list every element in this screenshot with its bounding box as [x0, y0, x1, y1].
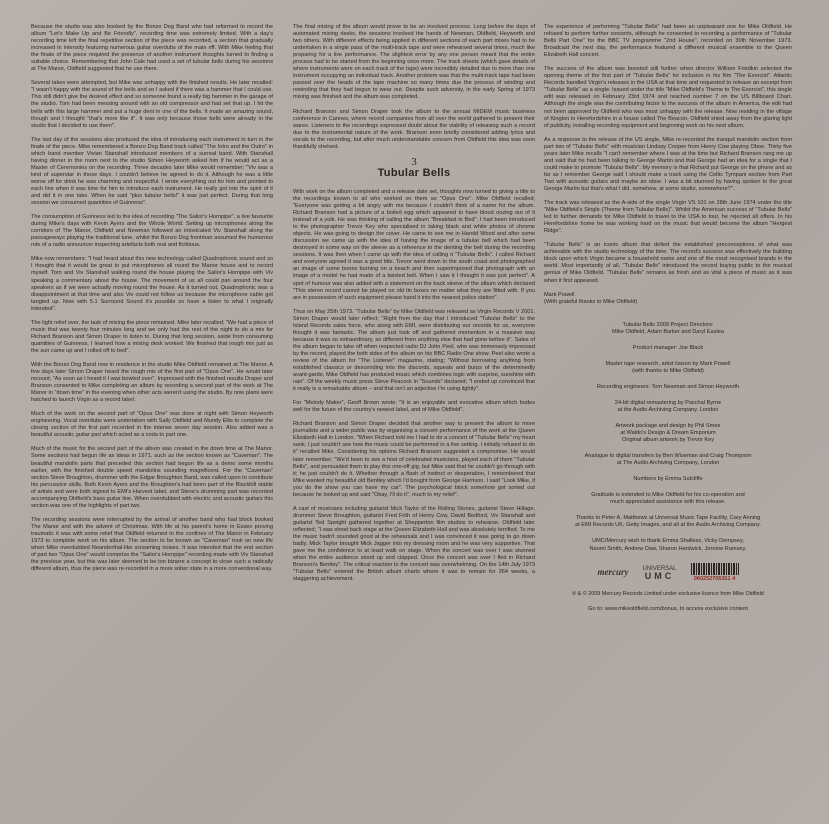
credit-line: 24-bit digital remastering by Paschal Byrne — [614, 399, 722, 406]
credit-entry — [544, 345, 792, 352]
chapter-title: Tubular Bells — [377, 166, 451, 179]
paragraph: Richard Branson and Simon Draper took the album to the annual MIDEM music business conference in Cannes, where record companies from all over the world gathered to present their wares. Listeners to the recordings expressed doubt about the viability of releasing such a record due to the instrumental nature of the work. Branson even briefly considered adding lyrics and vocals to the recording, but after much understandable concern from Oldfield this idea was soon thankfully shelved. — [293, 108, 535, 150]
credit-line: Original album artwork by Trevor Key — [621, 437, 715, 444]
credit-entry — [544, 538, 792, 552]
credit-line: at the Audio Archiving Company, London — [617, 406, 719, 413]
author-signature — [544, 292, 792, 306]
column-left — [31, 24, 273, 814]
paragraph: "Tubular Bells" is an iconic album that defied the established preconceptions of what was achievable with the studio technology of the time. The record's success was effectively the building block upon which Virgin became a household name and one of the most recognised brands in the world. Most importantly of all, "Tubular Bells" introduced the record buying public to the musical genius of Mike Oldfield. "Tubular Bells" remains as fresh and as vital a piece of music as it was when it first appeared. — [544, 242, 792, 284]
author-thanks: (With grateful thanks to Mike Oldfield) — [544, 298, 638, 305]
credit-line: Analogue to digital transfers by Ben Wiseman and Craig Thompson — [584, 453, 752, 460]
column-middle-paragraphs — [293, 189, 535, 583]
credit-line: Gratitude is extended to Mike Oldfield for his co-operation and — [591, 492, 745, 499]
rights-notice: ℗ & © 2009 Mercury Records Limited under exclusive licence from Mike Oldfield — [572, 590, 764, 597]
umc-text: UMC — [644, 570, 675, 581]
paragraph: The recording sessions were interrupted by the arrival of another band who had block booked The Manor and with the advent of Christmas. With life at his parent's home in Essex proving traumatic it was with some relief that Oldfield returned to the confines of The Manor in February 1973 to complete work on his album. The section to be known as "Caveman" took on new life when Mike overdubbed Neanderthal-like screaming noises. It was intended that the end section of part two "Opus One" would comprise the "Sailor's Hornpipe" recording made with Viv Stanshall the previous year, but this was later deemed to be too bizarre a concept to close such a radically different album, thus the piece was re-recorded in a more sober state in a more conventional way. — [31, 516, 273, 573]
paragraph: With work on the album completed and a release date set, thoughts now turned to giving a title to the recordings known to all who worked on them as "Opus One". Mike Oldfield recalled; "Everyone was getting a bit angry with me because I couldn't think of a name for the album. Richard Branson had a picture of a boiled egg which appeared to have blood oozing out of it instead of a yolk. He was thinking of calling the album "Breakfast in Bed". I had been introduced to the photographer Trevor Key who specialised in taking black and white photos of chrome objects. He was going to design the cover. He came to see me in Harold Wood and after some discussion we came up with the idea of having the image of a tubular bell which had been destroyed in some way on the sleeve as a reference to the denting the bell during the recording sessions. It was then when I came up with the idea of calling it "Tubular Bells". I called Richard and everyone agreed it was a good title. Trevor went down to the south coast and photographed an image of some bones burning on a beach and then superimposed that photograph with an image of a model he had made of a twisted bell. When I saw it I thought it was just perfect". A spot of humour was also added with a statement on the back sleeve of the album which declared "This stereo record cannot be played on old tin boxes no matter what they are fitted with. If you are in possession of such equipment please hand it into the nearest police station". — [293, 188, 535, 301]
paragraph: Richard Branson and Simon Draper decided that another way to present the album to more journalists and a wider public was by organising a concert performance of the work at the Queen Elizabeth Hall in London. "When Richard told me I had to do a concert of "Tubular Bells" my heart sank. I just couldn't see how the music could be performed in a live setting. I initially refused to do it" recalled Mike. Considering his options Richard Branson suggested a compromise. He would later remember; "We'd been to see a host of celebrated musicians, played each of them "Tubular Bells", and persuaded them to play this one-off gig, but Mike said that he couldn't go through with it; he just couldn't do it. Whether through a flash of instinct or desperation, I remembered that Mike wanted my beautiful old Bentley which I'd bought from George Harrison. I said "Look Mike, if you do the show you can have my car". The psychological block somehow got sorted out because he looked up and said "Okay, I'll do it", much to my relief". — [293, 421, 535, 498]
website-link[interactable]: Go to: www.mikeoldfield.com/bonus, to access exclusive content — [588, 605, 748, 612]
paragraph: Much of the music for the second part of the album was created in the down time at The Manor. Some sections had begun life as ideas in 1971, such as the section known as "Caveman". The beautiful mandolin parts that preceded this section had begun life as a demo some months earlier, with the finished double speed mandolins sounding magnificent. For the "Caveman" section Steve Broughton, drummer with the Edgar Broughton Band, was called upon to contribute his percussive skills. Both Kevin Ayers and the Broughton's had been part of the Blackhill stable of artists and were both signed to EMI's Harvest label, and Steve's drumming part was recorded accompanying Oldfield's bass guitar line. When overdubbed with electric and acoustic guitars this section was one of the highlights of part two. — [31, 446, 273, 509]
credit-entry — [544, 515, 792, 529]
paragraph: The success of the album was boosted still further when director William Friedkin selected the opening theme of the first part of "Tubular Bells" for inclusion in his film "The Exorcist". Atlantic Records handled Virgin's releases in the USA at that time and requested to release an excerpt from "Tubular Bells" as a single. Issued under the title "Mike Oldfield's Theme to The Exorcist", this single edit was released on February 23rd 1974 and reached number 7 on the US Billboard Chart. Although the single was the contributing factor to the success of the album in America, the edit had not been approved by Oldfield who was most unhappy with the release. Now residing in the village of Kington in Herefordshire in a house called The Beacon, Oldfield shied away from the glaring light of publicity, installing recording equipment and beginning work on his next album. — [544, 66, 792, 129]
credit-line: Naomi Smith, Andrew Daw, Sharon Hardwick, Jerome Ramsey. — [589, 545, 747, 552]
credit-line: Recording engineers: Tom Newman and Simon Heyworth — [596, 383, 740, 390]
credit-line: at EMI Records UK, Getty Images, and all at the Audio Archiving Company. — [575, 522, 761, 529]
credit-entry — [544, 384, 792, 391]
label-logos — [544, 563, 792, 583]
paragraph: As a response to the release of the US single, Mike re-recorded the tranquil mandolin section from part two of "Tubular Bells" with musician Lindsay Cooper from Henry Cow playing Oboe. Thirty five years later Mike recalls "I can't remember where I was at the time but Richard Branson rang me up and said that he had been talking to George Martin and that George had an idea for a single that I could make to promote "Tubular Bells". My memory is that Richard put George on the phone and as far as I remember George said I should make a track using the Celtic Tympani section from Part Two with acoustic guitars and maybe an oboe. I was a bit stunned by having spoken to the great George Martin but that's what I did, somehow, at some studio, somewhere?". — [544, 136, 792, 192]
column-middle-intro — [293, 24, 535, 151]
paragraph: A cast of musicians including guitarist Mick Taylor of the Rolling Stones, guitarist Steve Hillage, drummer Steve Broughton, guitarist Fred Frith of Henry Cow, David Bedford, Viv Stanshall and guitarist Ted Speight gathered together at Shepperton film studios to rehearse. Oldfield later reflected; "I was stood back stage at the Queen Elizabeth Hall and was absolutely terrified. To me the music hadn't sounded good at the rehearsals and I was convinced it was going to go down badly. Mick Taylor brought Mick Jagger into my dressing room and he was very supportive. That gave me the confidence to at least walk on stage. When the concert was over I was stunned when the entire audience stood up and clapped. Once the concert was over I fled in Richard Branson's Bentley". The critical reaction to the concert was overwhelming. On the 14th July 1973 "Tubular Bells" entered the British album charts where it was to remain for 264 weeks, a staggering achievement. — [293, 505, 535, 583]
barcode-icon — [691, 563, 739, 575]
paragraph: The last day of the sessions also produced the idea of introducing each instrument in turn in the finale of the piece. Mike remembered a Bonzo Dog Band track called "The Intro and the Outro" in which band member Vivian Stanshall introduced members of a surreal band. With Stanshall having dinner in the room next to the studio Simon Heyworth asked him if he would act as a Master of Ceremonies on the recording. Three decades later Mike would remember; "Viv was a kind of superstar in those days. I couldn't believe he agreed to do it. Although he was a little worse off for drink he was charming and respectful. I wrote everything out for him and pointed to each line when it was time for him to introduce each instrument. He really got into the spirit of it and did it in one take. When he said "plus tubular bells!" it was just perfect. During that long session we consumed quantities of Guinness". — [31, 136, 273, 207]
author-name: Mark Powell — [544, 291, 575, 298]
paragraph: The consumption of Guinness led to the idea of recording "The Sailor's Hornpipe", a live favourite during Mike's days with Kevin Ayers and the Whole World. Setting up microphones along the corridors of The Manor, Oldfield and Newman followed an intoxicated Viv Stanshall along the passageways playing the traditional tune, whilst the Bonzo Dog frontman assumed the humorous role of a radio announcer inspecting artefacts both real and fictitious. — [31, 214, 273, 249]
barcode — [691, 563, 739, 583]
credit-line: Master tape research, artist liaison by Mark Powell — [605, 360, 731, 367]
credit-entry — [544, 322, 792, 336]
credit-line: Mike Oldfield, Adam Barker and Daryl Easlea — [612, 328, 724, 335]
credit-line: at Waldo's Design & Dream Emporium — [620, 430, 716, 437]
credits-block — [544, 322, 792, 553]
paragraph: The final mixing of the album would prove to be an involved process. Long before the days of automated mixing desks, the sessions involved the hands of Newman, Oldfield, Heyworth and two others. With different effects being applied in different sections of each part mixes had to be undertaken in a single pass of the multi-track tape and were rehearsed several times, much like preparing for a live performance. The slightest error by any one person meant that the entire process had to be started from the beginning once more. The track sheets (which gave details of where instruments were on each track of the tape) were incredibly detailed due to more than one instrument occupying an individual track. Another problem was that the multi-track tape had been passed over the heads of the tape machine so many times due the process of winding and rewinding that they had begun to wear out. Despite such adversity, in the early Spring of 1973 mixing was finished and the album was completed. — [293, 24, 535, 101]
credit-line: Thanks to Peter A. Matthews at Universal Music Tape Facility, Cary Anning — [575, 515, 761, 522]
chapter-number: 3 — [411, 155, 417, 168]
credit-entry — [544, 423, 792, 444]
mercury-logo: mercury — [597, 567, 629, 578]
barcode-number: 060252705351 4 — [693, 575, 736, 582]
paragraph: Mike now remembers: "I had heard about this new technology called Quadrophonic sound and so I thought that it would be great to put microphones all round the Manor house and to record myself. Tom and Viv Stanshall walking round the house playing the Sailor's Hornpipe with Viv speaking a commentary about the house. The movement of us all could pan around the four speakers as if we were actually moving round the house. As it turned out, Quadrophonic was a disappointment at that time and also Viv could not follow us because the microphone cable got tangled up. Now with 5.1 Surround Sound it's possible so have a listen to what I originally intended". — [31, 256, 273, 312]
credit-entry — [544, 476, 792, 483]
credit-line: (with thanks to Mike Oldfield) — [632, 367, 704, 374]
column-right — [544, 24, 792, 814]
paragraph: Much of the work on the second part of "Opus One" was done at night with Simon Heyworth engineering. Vocal overdubs were undertaken with Sally Oldfield and Mundy Ellis to complete the closing section of the first part recorded in the intense seven day session. Also added was a beautiful acoustic guitar part which acted as a coda to part one. — [31, 411, 273, 439]
paragraph: The experience of performing "Tubular Bells" had been an unpleasant one for Mike Oldfield. He refused to perform further concerts, although he consented to recording a performance of "Tubular Bells Part One" for the BBC TV programme "2nd House", recorded on 30th November 1973. Broadcast the next day, the performance featured a different musical ensemble to the Queen Elizabeth Hall concert. — [544, 24, 792, 59]
credit-entry — [544, 400, 792, 414]
credit-line: Numbers by Emma Sutcliffe — [633, 476, 703, 483]
paragraph: Because the studio was also booked by the Bonzo Dog Band who had reformed to record the album "Let's Make Up and Be Friendly", recording time was extremely limited. With a day's recording time left the final repetitive section of the piece was recorded, a section that gradually increased in intensity featuring numerous guitar overdubs of the main riff. With Mike feeling that the finale of the piece required the presence of another instrument thoughts turned to finding a suitable choice. Remembering that John Cale had used a set of tubular bells during his sessions at The Manor, Oldfield suggested that he use them. — [31, 24, 273, 73]
credit-line: Tubular Bells 2009 Project Directors: — [622, 321, 714, 328]
paragraph: Several takes were attempted, but Mike was unhappy with the finished results. He later recalled: "I wasn't happy with the sound of the bells and so I asked if there was a hammer that I could use. This still didn't give the desired effect and so someone found a really big hammer in the garage of the studio. Tom had been messing around with an old compressor and had set that up. I hit the bells with this large hammer and put a huge dent in one of the bells. It made an amazing sound, though and I thought "that's more like it". It was only because those bells were already in the studio that I decided to use them". — [31, 80, 273, 129]
credit-line: UMC/Mercury wish to thank Emma Shalless, Vicky Dempsey, — [592, 538, 744, 545]
credit-entry — [544, 361, 792, 375]
paragraph: For "Melody Maker", Geoff Brown wrote; "It is an enjoyable and evocative album which bodes well for the future of the country's newest label, and of Mike Oldfield". — [293, 400, 535, 414]
paragraph: With the Bonzo Dog Band now in residence in the studio Mike Oldfield remained at The Manor. A few days later Simon Draper heard the rough mix of the first part of "Opus One". He would later recount; "As soon as I heard it I was bowled over". Impressed with the finished results Draper and Branson consented to Mike completing an album by recording a second part of the work at The Manor in "down time" in the evening when other acts weren't using the studio. By now plans were hatched to launch Virgin as a record label. — [31, 361, 273, 404]
credit-line: much appreciated assistance with this release. — [610, 499, 726, 506]
paragraph: Thus on May 25th 1973, "Tubular Bells" by Mike Oldfield was released as Virgin Records V 2001. Simon Draper would later reflect; "Right from the day that I introduced "Tubular Bells" to the Island Records sales force, who along with EMI, were distributing our records for us, everyone thought it was fantastic. The album just took off and gathered momentum in a massive way because it was so extraordinary, so different from anything else that had gone before it". Sales of the album began to take off when respected radio DJ John Peel, who was immensely impressed by the record, played the both sides of the album on his BBC Radio One show. Peel also wrote a review of the album for "The Listener" magazine, stating; "Without borrowing anything from established classics or descending into the discords, squeals and burps of the determinedly avant-garde, Mike Oldfield has produced music which combines logic with surprise, sunshine with rain". Of the weekly music press Steve Peacock in "Sounds" declared; "I ended up convinced that it really is a remarkable album – and that isn't an adjective I'm using lightly". — [293, 308, 535, 393]
credit-line: Artwork package and design by Phil Smee — [615, 423, 721, 430]
credit-line: at The Audio Archiving Company, London — [616, 460, 720, 467]
paragraph: The track was released as the A-side of the single Virgin VS 101 on 28th June 1974 under the title "Mike Oldfield's Single (Theme from Tubular Bells)". Whilst the American success of "Tubular Bells" led to further demands for Mike Oldfield to travel to the USA to tour, he rejected all offers. In his Herefordshire home he was working hard on the music that would become the album "Hergest Ridge". — [544, 200, 792, 235]
credit-entry — [544, 492, 792, 506]
column-right-paragraphs — [544, 24, 792, 285]
column-left-paragraphs — [31, 24, 273, 573]
column-middle — [293, 24, 535, 814]
universal-text: UNIVERSAL — [642, 565, 677, 572]
umc-logo — [642, 566, 676, 580]
credit-entry — [544, 453, 792, 467]
credit-line: Product manager: Joe Black — [632, 344, 704, 351]
paragraph: The light relief over, the task of mixing the piece remained. Mike later recalled; "We had a piece of music that was twenty four minutes long and we only had the rest of the night to do a mix for Richard Branson and Simon Draper to listen to. During that long session, aside from consuming quantities of Guinness, I learned how a mixing desk worked. We finished that rough mix just as the sun came up and I rolled off to bed". — [31, 319, 273, 354]
